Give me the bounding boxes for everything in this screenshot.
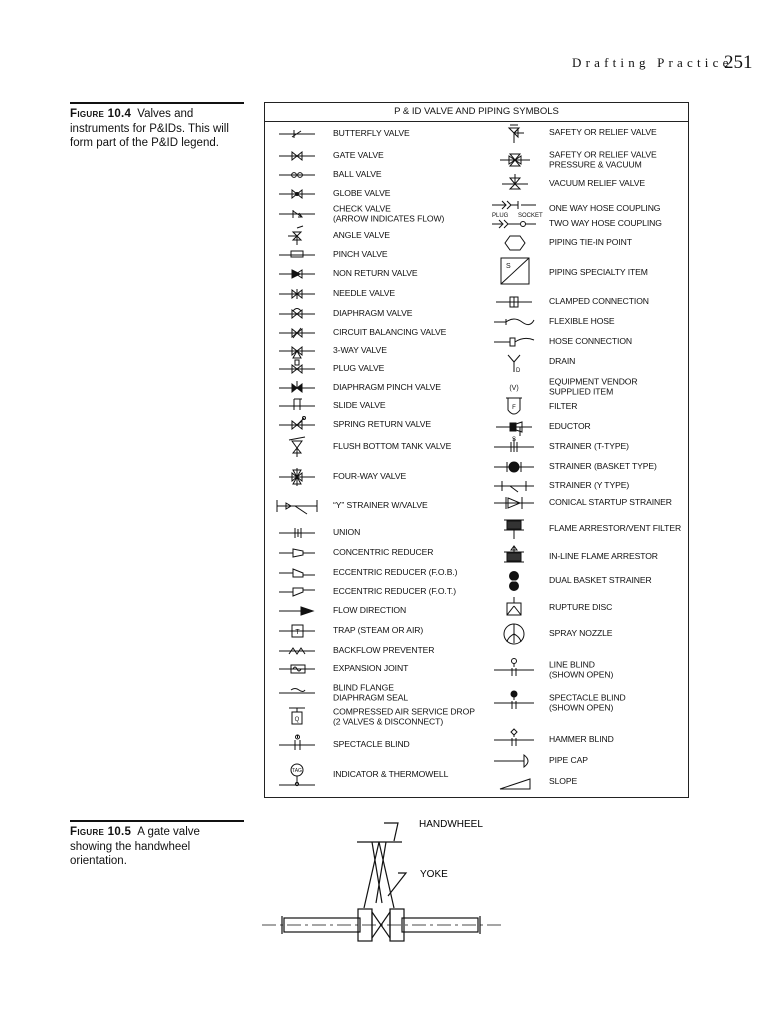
legend-item-indicator-thermowell: [273, 764, 493, 786]
figure-caption-text: A gate valve showing the handwheel orientation.: [70, 826, 200, 867]
legend-label: SLIDE VALVE: [333, 400, 386, 411]
legend-label: FLEXIBLE HOSE: [549, 316, 615, 327]
legend-item-hose-connection: [490, 331, 680, 353]
piping-specialty-item-icon: [490, 262, 540, 284]
legend-item-y-strainer-valve: [273, 495, 493, 517]
legend-label: CONICAL STARTUP STRAINER: [549, 497, 672, 508]
y-strainer-valve-icon: [273, 495, 323, 517]
legend-label: PIPING SPECIALTY ITEM: [549, 267, 648, 278]
legend-label: STRAINER (T-TYPE): [549, 441, 629, 452]
flame-arrestor-vent-filter-icon: [490, 518, 540, 540]
legend-item-strainer-t-type: [490, 436, 680, 458]
svg-text:(V): (V): [509, 385, 519, 392]
vendor-item-icon: [490, 376, 540, 398]
legend-item-inline-flame-arrestor: [490, 546, 680, 568]
legend-item-union: [273, 522, 493, 544]
legend-label: BLIND FLANGE DIAPHRAGM SEAL: [333, 682, 409, 702]
figure-10-5-caption: [70, 820, 244, 869]
legend-label: ECCENTRIC REDUCER (F.O.T.): [333, 586, 456, 597]
legend-label: DRAIN: [549, 356, 576, 367]
legend-label: BUTTERFLY VALVE: [333, 128, 410, 139]
vacuum-relief-valve-icon: [490, 173, 540, 195]
pressure-vacuum-relief-valve-icon: [490, 149, 540, 171]
pid-symbol-legend: [264, 102, 689, 798]
legend-label: ONE WAY HOSE COUPLING: [549, 203, 661, 214]
legend-label: SAFETY OR RELIEF VALVE: [549, 127, 657, 138]
legend-item-conical-startup-strainer: [490, 492, 680, 514]
trap-icon: [273, 620, 323, 642]
slope-icon: [490, 771, 540, 793]
legend-item-compressed-air-drop: [273, 706, 493, 728]
legend-label: IN-LINE FLAME ARRESTOR: [549, 551, 658, 562]
legend-item-line-blind: [490, 659, 680, 681]
legend-label: FOUR-WAY VALVE: [333, 471, 407, 482]
legend-label: FLAME ARRESTOR/VENT FILTER: [549, 523, 682, 534]
legend-item-non-return-valve: [273, 263, 493, 285]
legend-item-spray-nozzle: [490, 623, 680, 645]
legend-label: FILTER: [549, 401, 578, 412]
legend-label: EDUCTOR: [549, 421, 591, 432]
spray-nozzle-icon: [490, 623, 540, 645]
hammer-blind-icon: [490, 729, 540, 751]
handwheel-leader: [384, 823, 398, 841]
pipe-cap-icon: [490, 750, 540, 772]
indicator-thermowell-icon: [273, 764, 323, 786]
legend-item-piping-tie-in-point: [490, 232, 680, 254]
legend-item-filter: [490, 396, 680, 418]
drain-icon: [490, 351, 540, 373]
legend-label: BALL VALVE: [333, 169, 382, 180]
legend-item-flow-direction: [273, 600, 493, 622]
legend-label: PINCH VALVE: [333, 249, 388, 260]
spectacle-blind-open-icon: [490, 692, 540, 714]
four-way-valve-icon: [273, 466, 323, 488]
page-number: 251: [724, 52, 753, 73]
figure-number: Figure 10.5: [70, 826, 132, 838]
svg-text:SOCKET: SOCKET: [518, 213, 543, 219]
legend-label: ECCENTRIC REDUCER (F.O.B.): [333, 567, 458, 578]
gate-valve-diagram: [262, 808, 502, 948]
legend-item-spectacle-blind: [273, 734, 493, 756]
legend-item-drain: [490, 351, 680, 373]
legend-label: 3-WAY VALVE: [333, 345, 387, 356]
figure-number: Figure 10.4: [70, 108, 132, 120]
legend-item-hammer-blind: [490, 729, 680, 751]
strainer-t-type-icon: [490, 436, 540, 458]
legend-item-pipe-cap: [490, 750, 680, 772]
flow-direction-icon: [273, 600, 323, 622]
compressed-air-drop-icon: [273, 706, 323, 728]
legend-label: GLOBE VALVE: [333, 188, 391, 199]
legend-label: SPRAY NOZZLE: [549, 628, 613, 639]
legend-item-flush-bottom-tank-valve: [273, 436, 493, 458]
legend-item-concentric-reducer: [273, 542, 493, 564]
flush-bottom-tank-valve-icon: [273, 436, 323, 458]
svg-text:T: T: [295, 629, 300, 636]
legend-label: PLUG VALVE: [333, 363, 385, 374]
legend-item-four-way-valve: [273, 466, 493, 488]
legend-label: INDICATOR & THERMOWELL: [333, 769, 449, 780]
concentric-reducer-icon: [273, 542, 323, 564]
svg-text:TAG: TAG: [292, 768, 302, 774]
legend-label: SLOPE: [549, 776, 578, 787]
check-valve-icon: [273, 203, 323, 225]
legend-label: SPECTACLE BLIND (SHOWN OPEN): [549, 692, 626, 712]
legend-label: TWO WAY HOSE COUPLING: [549, 218, 662, 229]
legend-item-safety-relief-valve: [490, 122, 680, 144]
yoke-leader: [388, 873, 406, 896]
figure-10-4-caption: [70, 102, 244, 151]
eductor-icon: [490, 416, 540, 438]
union-icon: [273, 522, 323, 544]
legend-item-vendor-item: [490, 376, 680, 398]
legend-label: STRAINER (Y TYPE): [549, 480, 630, 491]
handwheel-label: HANDWHEEL: [419, 819, 483, 830]
legend-label: TRAP (STEAM OR AIR): [333, 625, 424, 636]
dual-basket-strainer-icon: [490, 570, 540, 592]
legend-item-flame-arrestor-vent-filter: [490, 518, 680, 540]
legend-label: SPRING RETURN VALVE: [333, 419, 432, 430]
conical-startup-strainer-icon: [490, 492, 540, 514]
legend-title: P & ID VALVE AND PIPING SYMBOLS: [394, 106, 559, 117]
legend-item-globe-valve: [273, 183, 493, 205]
caption-rule: [70, 102, 244, 104]
clamped-connection-icon: [490, 291, 540, 313]
legend-label: CONCENTRIC REDUCER: [333, 547, 434, 558]
legend-label: CHECK VALVE (ARROW INDICATES FLOW): [333, 203, 445, 223]
piping-tie-in-point-icon: [490, 232, 540, 254]
legend-label: CLAMPED CONNECTION: [549, 296, 649, 307]
legend-item-eductor: [490, 416, 680, 438]
legend-item-expansion-joint: [273, 658, 493, 680]
filter-icon: [490, 396, 540, 418]
legend-label: LINE BLIND (SHOWN OPEN): [549, 659, 614, 679]
legend-item-clamped-connection: [490, 291, 680, 313]
legend-item-spring-return-valve: [273, 414, 493, 436]
svg-text:S: S: [511, 437, 517, 443]
legend-item-pressure-vacuum-relief-valve: [490, 149, 680, 171]
yoke-label: YOKE: [420, 869, 448, 880]
legend-item-blind-flange: [273, 682, 493, 704]
safety-relief-valve-icon: [490, 122, 540, 144]
svg-text:F: F: [512, 405, 516, 411]
line-blind-icon: [490, 659, 540, 681]
legend-label: EXPANSION JOINT: [333, 663, 409, 674]
legend-label: SPECTACLE BLIND: [333, 739, 410, 750]
legend-label: VACUUM RELIEF VALVE: [549, 178, 645, 189]
legend-label: HAMMER BLIND: [549, 734, 614, 745]
legend-label: FLOW DIRECTION: [333, 605, 407, 616]
legend-item-needle-valve: [273, 283, 493, 305]
legend-label: CIRCUIT BALANCING VALVE: [333, 327, 447, 338]
legend-label: DUAL BASKET STRAINER: [549, 575, 652, 586]
inline-flame-arrestor-icon: [490, 546, 540, 568]
needle-valve-icon: [273, 283, 323, 305]
legend-label: DIAPHRAGM PINCH VALVE: [333, 382, 441, 393]
legend-label: STRAINER (BASKET TYPE): [549, 461, 657, 472]
globe-valve-icon: [273, 183, 323, 205]
svg-text:D: D: [516, 368, 521, 374]
caption-rule: [70, 820, 244, 822]
legend-label: “Y” STRAINER W/VALVE: [333, 500, 428, 511]
legend-label: COMPRESSED AIR SERVICE DROP (2 VALVES & DISCONNECT): [333, 706, 475, 726]
legend-label: NEEDLE VALVE: [333, 288, 396, 299]
legend-item-dual-basket-strainer: [490, 570, 680, 592]
legend-label: FLUSH BOTTOM TANK VALVE: [333, 441, 452, 452]
legend-item-vacuum-relief-valve: [490, 173, 680, 195]
legend-item-check-valve: [273, 203, 493, 225]
legend-label: GATE VALVE: [333, 150, 384, 161]
legend-item-spectacle-blind-open: [490, 692, 680, 714]
figure-caption-text: Valves and instruments for P&IDs. This will form part of the P&ID legend.: [70, 108, 229, 149]
legend-label: DIAPHRAGM VALVE: [333, 308, 413, 319]
legend-label: HOSE CONNECTION: [549, 336, 633, 347]
legend-item-trap: [273, 620, 493, 642]
legend-label: PIPING TIE-IN POINT: [549, 237, 632, 248]
spring-return-valve-icon: [273, 414, 323, 436]
butterfly-valve-icon: [273, 123, 323, 145]
legend-label: UNION: [333, 527, 361, 538]
svg-text:Q: Q: [294, 717, 300, 723]
legend-label: RUPTURE DISC: [549, 602, 613, 613]
svg-text:PLUG: PLUG: [492, 213, 509, 219]
legend-item-rupture-disc: [490, 597, 680, 619]
legend-label: EQUIPMENT VENDOR SUPPLIED ITEM: [549, 376, 638, 396]
hose-connection-icon: [490, 331, 540, 353]
flexible-hose-icon: [490, 311, 540, 333]
running-head-title: Drafting Practice: [572, 55, 733, 70]
blind-flange-icon: [273, 682, 323, 704]
legend-label: NON RETURN VALVE: [333, 268, 418, 279]
rupture-disc-icon: [490, 597, 540, 619]
svg-text:S: S: [506, 263, 511, 270]
legend-item-flexible-hose: [490, 311, 680, 333]
legend-label: PIPE CAP: [549, 755, 588, 766]
legend-label: BACKFLOW PREVENTER: [333, 645, 435, 656]
legend-item-piping-specialty-item: [490, 262, 680, 284]
spectacle-blind-icon: [273, 734, 323, 756]
legend-label: ANGLE VALVE: [333, 230, 390, 241]
legend-item-slope: [490, 771, 680, 793]
non-return-valve-icon: [273, 263, 323, 285]
expansion-joint-icon: [273, 658, 323, 680]
legend-label: SAFETY OR RELIEF VALVE PRESSURE & VACUUM: [549, 149, 657, 169]
legend-item-butterfly-valve: [273, 123, 493, 145]
